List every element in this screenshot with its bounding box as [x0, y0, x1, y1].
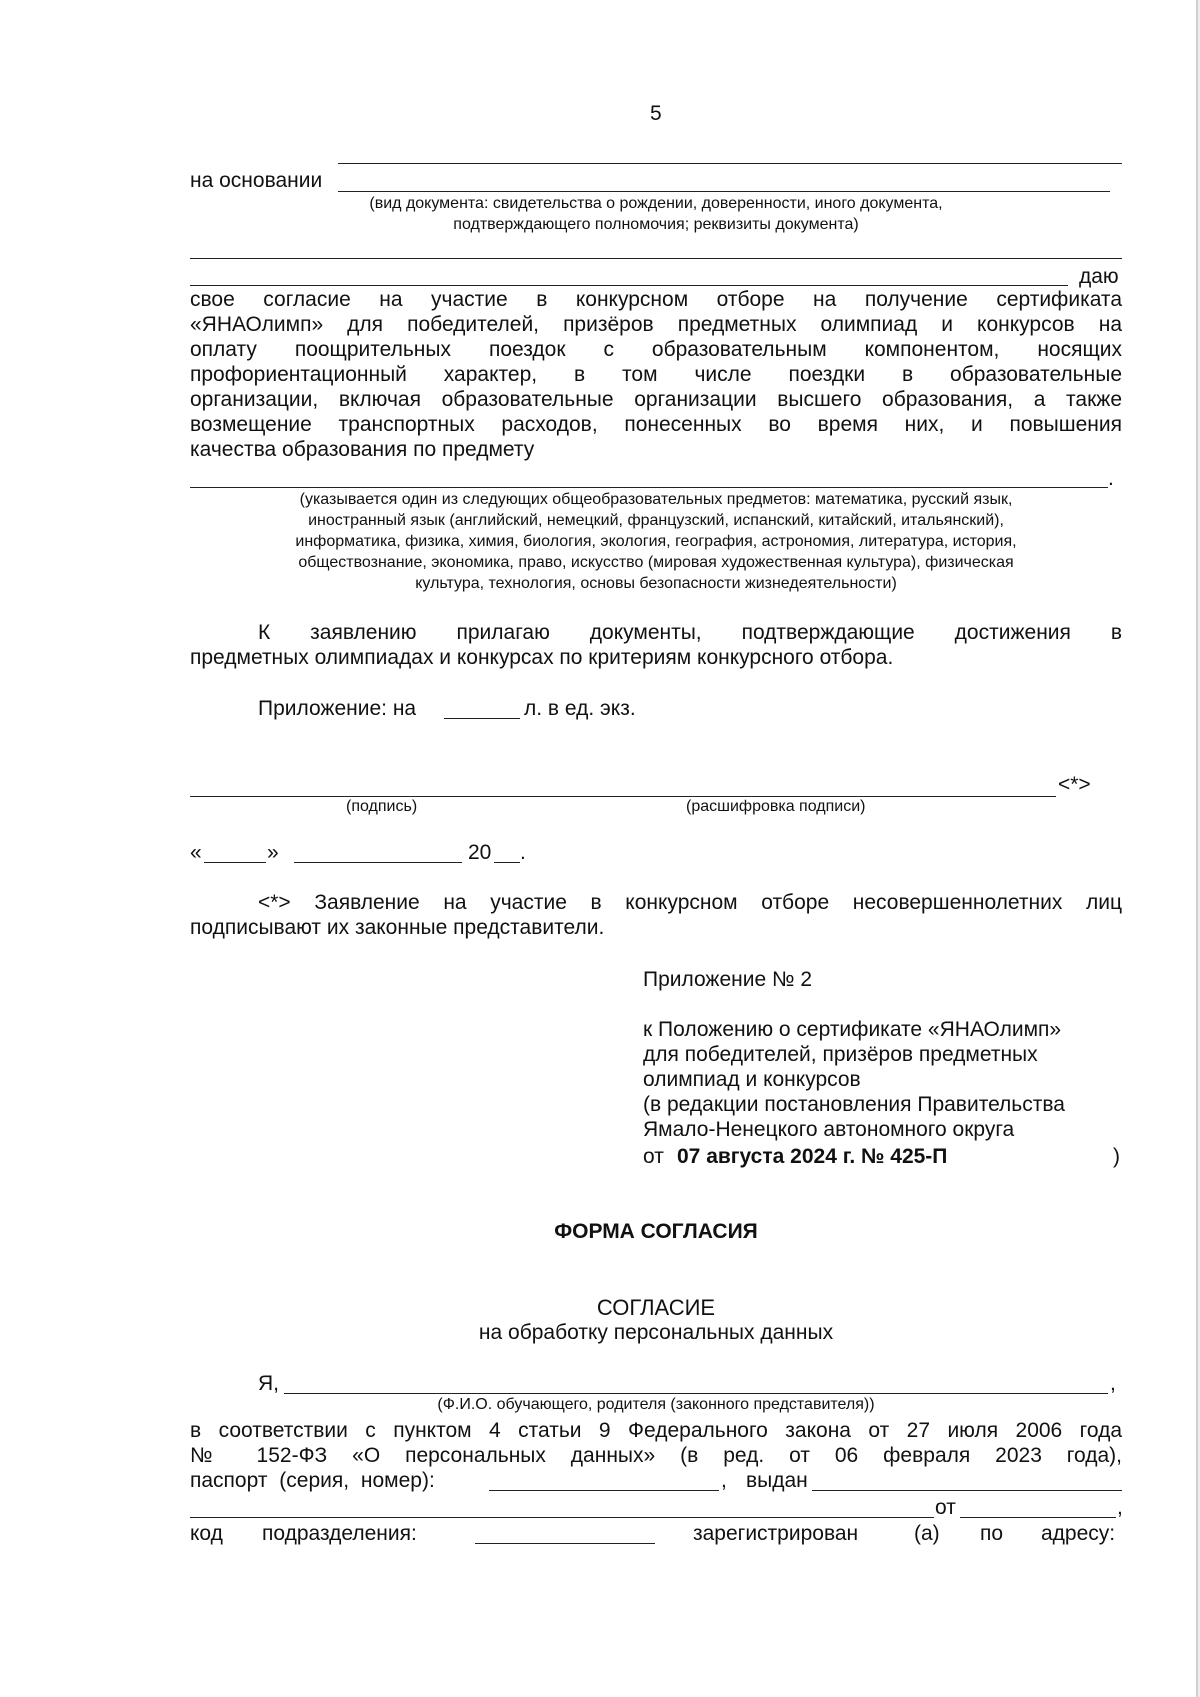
consent-line-5: организации, включая образовательные организации высшего образования, а также	[190, 388, 1122, 411]
issued-date-field[interactable]	[960, 1517, 1116, 1518]
fio-field-line[interactable]	[284, 1393, 1108, 1394]
basis-field-line-3[interactable]	[190, 285, 1068, 286]
signature-footnote-mark: <*>	[1058, 773, 1091, 796]
date-open-quote: «	[190, 841, 202, 864]
annex-close-paren: )	[1113, 1145, 1120, 1168]
subject-hint-2: иностранный язык (английский, немецкий, французский, испанский, китайский, итальянский),	[308, 512, 1004, 529]
basis-field-line-2[interactable]	[190, 258, 1122, 259]
signature-label: (подпись)	[346, 798, 418, 815]
annex-decree: 07 августа 2024 г. № 425-П	[677, 1145, 948, 1168]
issued-end-comma: ,	[1117, 1496, 1123, 1519]
fio-comma: ,	[1110, 1372, 1116, 1395]
annex-line-4: (в редакции постановления Правительства	[643, 1093, 1065, 1116]
issued-by-field-2[interactable]	[190, 1517, 934, 1518]
annex-line-1: к Положению о сертификате «ЯНАОлимп»	[643, 1018, 1062, 1041]
basis-hint-1: (вид документа: свидетельства о рождении, доверенности, иного документа,	[369, 195, 943, 212]
signature-field-line[interactable]	[190, 796, 1056, 797]
page-number: 5	[650, 102, 662, 125]
address-word: адресу:	[1041, 1522, 1116, 1545]
passport-label: паспорт (серия, номер):	[190, 1469, 435, 1492]
signature-decode-label: (расшифровка подписи)	[686, 798, 866, 815]
date-year-prefix: 20	[468, 841, 492, 864]
consent-line-6: возмещение транспортных расходов, понесенных во время них, и повышения	[190, 413, 1122, 436]
issued-from-label: от	[935, 1496, 956, 1519]
subject-hint-5: культура, технология, основы безопасности жизнедеятельности)	[415, 575, 897, 592]
give-word: даю	[1079, 265, 1119, 288]
appendix-prefix: Приложение: на	[258, 697, 417, 720]
consent-line-3: оплату поощрительных поездок с образовательным компонентом, носящих	[190, 338, 1122, 361]
consent-line-7: качества образования по предмету	[190, 438, 535, 461]
i-label: Я,	[258, 1372, 279, 1395]
subject-hint-3: информатика, физика, химия, биология, экология, география, астрономия, литература, история,	[295, 533, 1017, 550]
basis-top-rule	[338, 163, 1122, 164]
annex-line-2: для победителей, призёров предметных	[643, 1043, 1038, 1066]
passport-comma: ,	[721, 1469, 727, 1492]
annex-from: от	[643, 1145, 664, 1168]
annex-line-5: Ямало-Ненецкого автономного округа	[643, 1118, 1015, 1141]
basis-label: на основании	[190, 169, 323, 192]
consent-line-2: «ЯНАОлимп» для победителей, призёров предметных олимпиад и конкурсов на	[190, 313, 1122, 336]
date-year-field[interactable]	[494, 862, 520, 863]
law-line-2: № 152-ФЗ «О персональных данных» (в ред. от 06 февраля 2023 года),	[190, 1444, 1122, 1467]
passport-number-field[interactable]	[489, 1490, 719, 1491]
registered-a: (а)	[914, 1522, 940, 1545]
annex-title: Приложение № 2	[643, 968, 813, 991]
appendix-pages-field[interactable]	[444, 718, 520, 719]
date-dot: .	[520, 841, 526, 864]
basis-hint-2: подтверждающего полномочия; реквизиты документа)	[453, 216, 859, 233]
code-word: код	[190, 1522, 223, 1545]
annex-line-3: олимпиад и конкурсов	[643, 1068, 861, 1091]
date-month-field[interactable]	[294, 862, 462, 863]
subject-field-line[interactable]	[190, 487, 1108, 488]
attach-line-1: К заявлению прилагаю документы, подтверждающие достижения в	[258, 621, 1122, 644]
footnote-line-2: подписывают их законные представители.	[190, 916, 605, 939]
division-code-field[interactable]	[475, 1543, 655, 1544]
subject-hint-4: обществознание, экономика, право, искусство (мировая художественная культура), физическая	[298, 554, 1014, 571]
attach-line-2: предметных олимпиадах и конкурсах по критериям конкурсного отбора.	[190, 646, 894, 669]
date-day-field[interactable]	[204, 862, 266, 863]
consent-title: СОГЛАСИЕ	[596, 1295, 716, 1320]
form-title: ФОРМА СОГЛАСИЯ	[554, 1220, 758, 1243]
issued-label: выдан	[746, 1469, 808, 1492]
date-close-quote: »	[267, 841, 279, 864]
po-word: по	[980, 1522, 1004, 1545]
consent-line-4: профориентационный характер, в том числе поездки в образовательные	[190, 363, 1122, 386]
division-word: подразделения:	[262, 1522, 417, 1545]
subject-hint-1: (указывается один из следующих общеобразовательных предметов: математика, русский язык,	[299, 491, 1013, 508]
consent-subtitle: на обработку персональных данных	[478, 1321, 834, 1344]
basis-field-line[interactable]	[338, 191, 1110, 192]
issued-by-field[interactable]	[812, 1490, 1122, 1491]
registered-word: зарегистрирован	[693, 1522, 859, 1545]
footnote-line-1: <*> Заявление на участие в конкурсном отборе несовершеннолетних лиц	[258, 891, 1122, 914]
appendix-suffix: л. в ед. экз.	[524, 697, 636, 720]
consent-line-1: свое согласие на участие в конкурсном отборе на получение сертификата	[190, 288, 1122, 311]
fio-hint: (Ф.И.О. обучающего, родителя (законного представителя))	[437, 1396, 875, 1413]
law-line-1: в соответствии с пунктом 4 статьи 9 Федерального закона от 27 июля 2006 года	[190, 1419, 1122, 1442]
subject-dot: .	[1108, 467, 1114, 490]
